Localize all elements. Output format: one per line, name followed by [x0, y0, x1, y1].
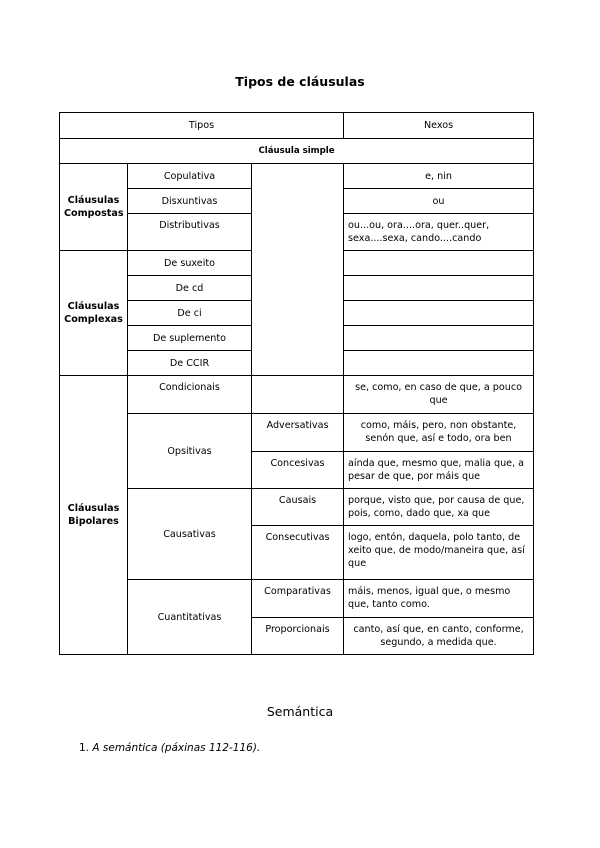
tipo-cell: Condicionais: [128, 376, 252, 414]
tipo-cell: Causativas: [128, 489, 252, 580]
group-complexas: Cláusulas Complexas: [60, 251, 128, 376]
sub-cell: Comparativas: [252, 580, 344, 618]
nexo-cell: ou: [344, 189, 534, 214]
table-row: [60, 376, 534, 414]
simple-row: [60, 139, 534, 164]
header-row: [60, 113, 534, 139]
nexo-cell: porque, visto que, por causa de que, pois, como, dado que, xa que: [344, 489, 534, 526]
nexo-cell: [344, 301, 534, 326]
nexo-cell: como, máis, pero, non obstante, senón que, así e todo, ora ben: [344, 414, 534, 452]
list-item: [79, 742, 260, 754]
list-text: A semántica (páxinas 112-116).: [92, 742, 261, 754]
header-nexos: Nexos: [344, 113, 534, 139]
simple-clause-label: Cláusula simple: [60, 139, 534, 164]
tipo-cell: De suplemento: [128, 326, 252, 351]
sub-cell: Causais: [252, 489, 344, 526]
header-tipos: Tipos: [60, 113, 344, 139]
table-row: [60, 414, 534, 452]
tipo-cell: Cuantitativas: [128, 580, 252, 655]
group-bipolares: Cláusulas Bipolares: [60, 376, 128, 655]
tipo-cell: Copulativa: [128, 164, 252, 189]
tipo-cell: Opsitivas: [128, 414, 252, 489]
nexo-cell: se, como, en caso de que, a pouco que: [344, 376, 534, 414]
tipo-cell: De CCIR: [128, 351, 252, 376]
tipo-cell: De suxeito: [128, 251, 252, 276]
tipo-cell: De cd: [128, 276, 252, 301]
section-title: Semántica: [266, 704, 334, 719]
tipo-cell: Disxuntivas: [128, 189, 252, 214]
clauses-table: [59, 112, 534, 655]
nexo-cell: ou...ou, ora....ora, quer..quer, sexa....sexa, cando....cando: [344, 214, 534, 251]
nexo-cell: aínda que, mesmo que, malia que, a pesar de que, por máis que: [344, 452, 534, 489]
table-row: [60, 580, 534, 618]
nexo-cell: [344, 326, 534, 351]
tipo-cell: De ci: [128, 301, 252, 326]
nexo-cell: logo, entón, daquela, polo tanto, de xeito que, de modo/maneira que, así que: [344, 526, 534, 580]
nexo-cell: [344, 251, 534, 276]
nexo-cell: e, nin: [344, 164, 534, 189]
page-title: Tipos de cláusulas: [235, 74, 365, 89]
sub-cell: Proporcionais: [252, 618, 344, 655]
table-row: [60, 164, 534, 189]
group-compostas: Cláusulas Compostas: [60, 164, 128, 251]
nexo-cell: máis, menos, igual que, o mesmo que, tanto como.: [344, 580, 534, 618]
sub-cell: Adversativas: [252, 414, 344, 452]
list-number: 1.: [79, 742, 90, 754]
tipo-cell: Distributivas: [128, 214, 252, 251]
nexo-cell: canto, así que, en canto, conforme, segundo, a medida que.: [344, 618, 534, 655]
table-row: [60, 489, 534, 526]
nexo-cell: [344, 276, 534, 301]
nexo-cell: [344, 351, 534, 376]
empty-sub-cell: [252, 376, 344, 414]
empty-sub-cell: [252, 164, 344, 376]
sub-cell: Consecutivas: [252, 526, 344, 580]
sub-cell: Concesivas: [252, 452, 344, 489]
